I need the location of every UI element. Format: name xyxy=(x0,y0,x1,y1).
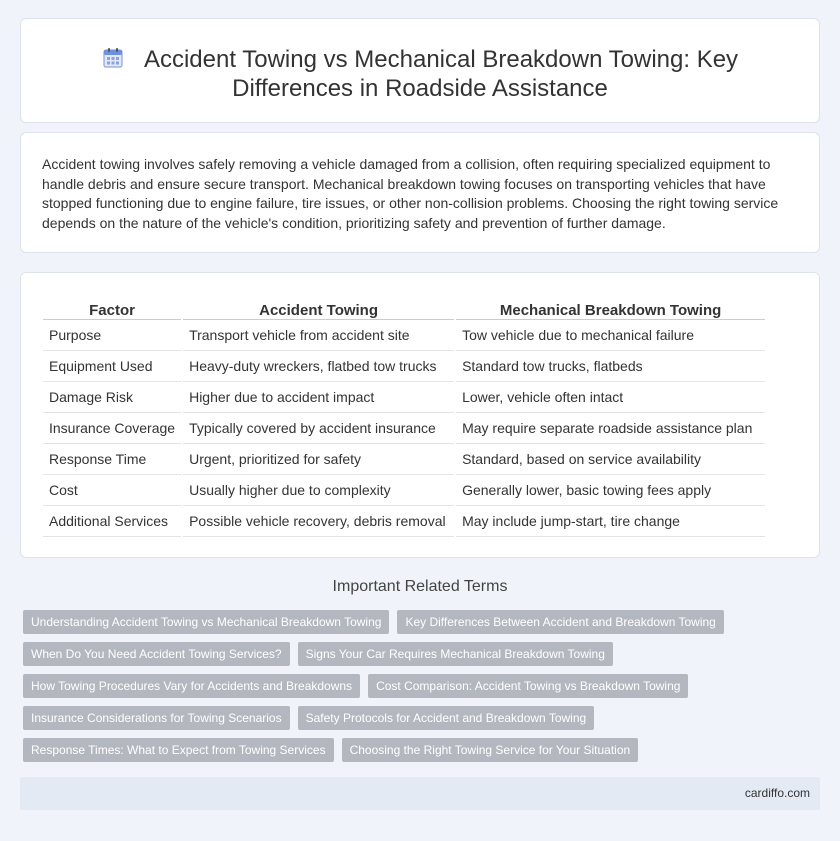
table-header-row xyxy=(43,297,765,319)
related-terms-list xyxy=(23,610,823,770)
related-term-link[interactable]: Choosing the Right Towing Service for Your Situation xyxy=(342,738,639,762)
related-term-link[interactable]: Understanding Accident Towing vs Mechanical Breakdown Towing xyxy=(23,610,389,634)
comparison-card xyxy=(20,272,820,558)
related-term-link[interactable]: How Towing Procedures Vary for Accidents and Breakdowns xyxy=(23,674,360,698)
table-row xyxy=(43,381,765,412)
footer xyxy=(20,777,820,810)
table-row xyxy=(43,319,765,350)
page-title xyxy=(21,45,819,103)
table-cell: Usually higher due to complexity xyxy=(182,474,455,505)
related-term-link[interactable]: Response Times: What to Expect from Towing Services xyxy=(23,738,334,762)
table-row xyxy=(43,443,765,474)
table-cell: Transport vehicle from accident site xyxy=(182,319,455,350)
tag-row xyxy=(23,610,823,642)
table-row xyxy=(43,412,765,443)
table-cell: Cost xyxy=(43,474,182,505)
table-cell: May include jump-start, tire change xyxy=(455,505,765,536)
comparison-table xyxy=(43,297,765,537)
tag-row xyxy=(23,642,823,674)
table-cell: Response Time xyxy=(43,443,182,474)
table-cell: Standard tow trucks, flatbeds xyxy=(455,350,765,381)
table-cell: May require separate roadside assistance plan xyxy=(455,412,765,443)
table-cell: Higher due to accident impact xyxy=(182,381,455,412)
related-term-link[interactable]: Safety Protocols for Accident and Breakdown Towing xyxy=(298,706,595,730)
table-row xyxy=(43,350,765,381)
table-cell: Lower, vehicle often intact xyxy=(455,381,765,412)
related-terms-heading: Important Related Terms xyxy=(332,578,508,595)
tag-row xyxy=(23,674,823,706)
column-header: Mechanical Breakdown Towing xyxy=(455,297,765,319)
table-row xyxy=(43,505,765,536)
related-term-link[interactable]: Signs Your Car Requires Mechanical Breakdown Towing xyxy=(298,642,613,666)
table-cell: Generally lower, basic towing fees apply xyxy=(455,474,765,505)
table-cell: Purpose xyxy=(43,319,182,350)
table-cell: Equipment Used xyxy=(43,350,182,381)
table-cell: Insurance Coverage xyxy=(43,412,182,443)
related-term-link[interactable]: Key Differences Between Accident and Breakdown Towing xyxy=(397,610,723,634)
table-cell: Heavy-duty wreckers, flatbed tow trucks xyxy=(182,350,455,381)
tag-row xyxy=(23,706,823,738)
title-line-1: Accident Towing vs Mechanical Breakdown Towing: Key xyxy=(143,46,739,73)
table-cell: Tow vehicle due to mechanical failure xyxy=(455,319,765,350)
site-name[interactable]: cardiffo.com xyxy=(744,786,810,800)
table-cell: Damage Risk xyxy=(43,381,182,412)
tag-row xyxy=(23,738,823,770)
intro-paragraph: Accident towing involves safely removing a vehicle damaged from a collision, often requiring specialized equipment to handle debris and ensure secure transport. Mechanical breakdown towing focuses on transporting vehicles that have stopped functioning due to engine failure, tire issues, or other non-collision problems. Choosing the right towing service depends on the nature of the vehicle's condition, prioritizing safety and prevention of further damage. xyxy=(42,156,779,231)
related-term-link[interactable]: Cost Comparison: Accident Towing vs Breakdown Towing xyxy=(368,674,688,698)
column-header: Factor xyxy=(43,297,182,319)
calendar-icon xyxy=(102,47,124,69)
header-card xyxy=(20,18,820,123)
table-cell: Standard, based on service availability xyxy=(455,443,765,474)
related-term-link[interactable]: When Do You Need Accident Towing Services? xyxy=(23,642,290,666)
intro-card xyxy=(20,132,820,253)
table-row xyxy=(43,474,765,505)
related-term-link[interactable]: Insurance Considerations for Towing Scenarios xyxy=(23,706,290,730)
column-header: Accident Towing xyxy=(182,297,455,319)
table-cell: Typically covered by accident insurance xyxy=(182,412,455,443)
table-cell: Urgent, prioritized for safety xyxy=(182,443,455,474)
table-cell: Possible vehicle recovery, debris removal xyxy=(182,505,455,536)
title-line-2: Differences in Roadside Assistance xyxy=(232,75,608,102)
table-cell: Additional Services xyxy=(43,505,182,536)
